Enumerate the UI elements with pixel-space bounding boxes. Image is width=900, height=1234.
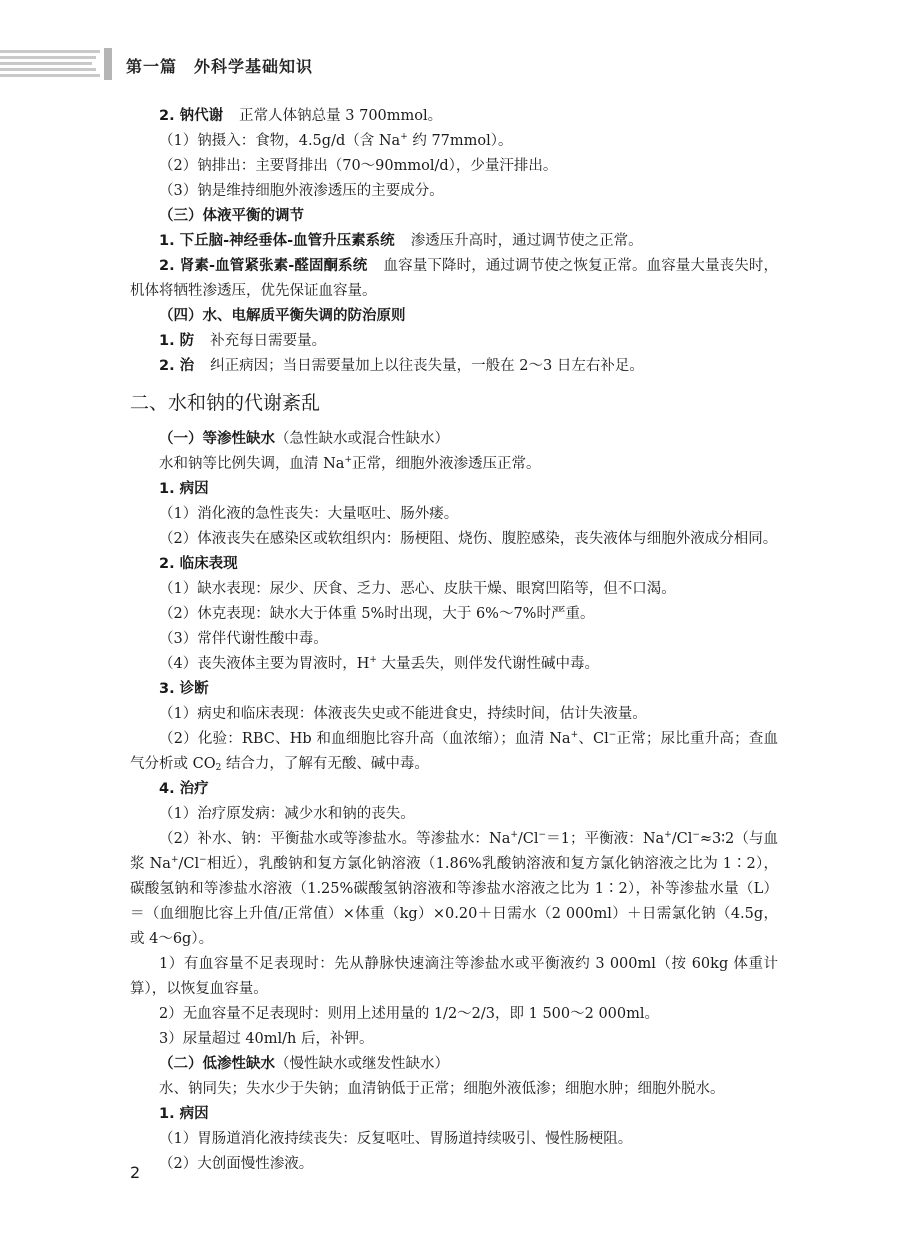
sodium-metabolism-title: 2. 钠代谢 [159,108,224,124]
list-item: 2）无血容量不足表现时：则用上述用量的 1/2～2/3，即 1 500～2 000ml。 [159,1006,660,1022]
list-item: （2）补水、钠：平衡盐水或等渗盐水。等渗盐水：Na+/Cl−＝1；平衡液：Na+/Cl−≈3∶2（与血浆 Na+/Cl−相近），乳酸钠和复方氯化钠溶液（1.86%乳酸钠溶液和复方氯化钠溶液之比为 1∶2），碳酸氢钠和等渗盐水溶液（1.25%碳酸氢钠溶液和等渗盐水溶液之比为 1∶2），补等渗盐水量（L）＝（血细胞比容上升值/正常值）×体重（kg）×0.20＋日需水（2 000ml）＋日需氯化钠（4.5g，或 4～6g）。 [130,830,778,947]
regulation-item-1: 1. 下丘脑-神经垂体-血管升压素系统 渗透压升高时，通过调节使之正常。 [159,233,643,249]
list-item: （1）缺水表现：尿少、厌食、乏力、恶心、皮肤干燥、眼窝凹陷等，但不口渴。 [159,581,676,597]
principles-treat: 2. 治 纠正病因；当日需要量加上以往丧失量，一般在 2～3 日左右补足。 [159,358,644,374]
header-stripes-decoration [0,44,112,84]
hypotonic-heading: （二）低渗性缺水（慢性缺水或继发性缺水） [159,1056,449,1072]
sodium-metabolism-intro: 2. 钠代谢 正常人体钠总量 3 700mmol。 [159,108,443,124]
regulation-heading: （三）体液平衡的调节 [159,208,304,224]
sodium-intake: （1）钠摄入：食物，4.5g/d（含 Na+ 约 77mmol）。 [159,132,513,149]
page-number: 2 [130,1163,141,1182]
header-bar-decoration [104,48,112,80]
list-item: 3）尿量超过 40ml/h 后，补钾。 [159,1031,374,1047]
regulation-item-2: 2. 肾素-血管紧张素-醛固酮系统 血容量下降时，通过调节使之恢复正常。血容量大量丧失时，机体将牺牲渗透压，优先保证血容量。 [130,258,778,299]
list-item: （2）大创面慢性渗液。 [159,1156,314,1172]
principles-heading: （四）水、电解质平衡失调的防治原则 [159,308,406,324]
list-item: 1）有血容量不足表现时：先从静脉快速滴注等渗盐水或平衡液约 3 000ml（按 60kg 体重计算），以恢复血容量。 [130,956,778,997]
isotonic-heading: （一）等渗性缺水（急性缺水或混合性缺水） [159,431,449,447]
isotonic-clinical-title: 2. 临床表现 [159,556,238,572]
isotonic-treatment-title: 4. 治疗 [159,781,209,797]
principles-prevent: 1. 防 补充每日需要量。 [159,333,327,349]
list-item: （1）消化液的急性丧失：大量呕吐、肠外瘘。 [159,506,459,522]
sodium-role: （3）钠是维持细胞外液渗透压的主要成分。 [159,183,444,199]
section-title: 二、水和钠的代谢紊乱 [130,392,321,414]
list-item: （4）丧失液体主要为胃液时，H+ 大量丢失，则伴发代谢性碱中毒。 [159,655,600,672]
running-header [0,44,900,84]
list-item: （1）病史和临床表现：体液丧失史或不能进食史，持续时间，估计失液量。 [159,706,647,722]
isotonic-diagnosis-title: 3. 诊断 [159,681,209,697]
list-item: （2）化验：RBC、Hb 和血细胞比容升高（血浓缩）；血清 Na+、Cl−正常；尿比重升高；查血气分析或 $CO_2$ 结合力，了解有无酸、碱中毒。 [130,730,779,773]
list-item: （2）休克表现：缺水大于体重 5%时出现，大于 6%～7%时严重。 [159,606,595,622]
page-content [130,104,778,1177]
header-title: 第一篇 外科学基础知识 [126,57,314,76]
hypotonic-description: 水、钠同失；失水少于失钠；血清钠低于正常；细胞外液低渗；细胞水肿；细胞外脱水。 [159,1081,725,1097]
list-item: （1）治疗原发病：减少水和钠的丧失。 [159,806,415,822]
isotonic-description: 水和钠等比例失调，血清 Na+正常，细胞外液渗透压正常。 [159,455,541,472]
sodium-excretion: （2）钠排出：主要肾排出（70～90mmol/d），少量汗排出。 [159,158,558,174]
list-item: （2）体液丧失在感染区或软组织内：肠梗阻、烧伤、腹腔感染，丧失液体与细胞外液成分相同。 [159,531,778,547]
list-item: （3）常伴代谢性酸中毒。 [159,631,328,647]
hypotonic-etiology-title: 1. 病因 [159,1106,209,1122]
isotonic-etiology-title: 1. 病因 [159,481,209,497]
list-item: （1）胃肠道消化液持续丧失：反复呕吐、胃肠道持续吸引、慢性肠梗阻。 [159,1131,633,1147]
